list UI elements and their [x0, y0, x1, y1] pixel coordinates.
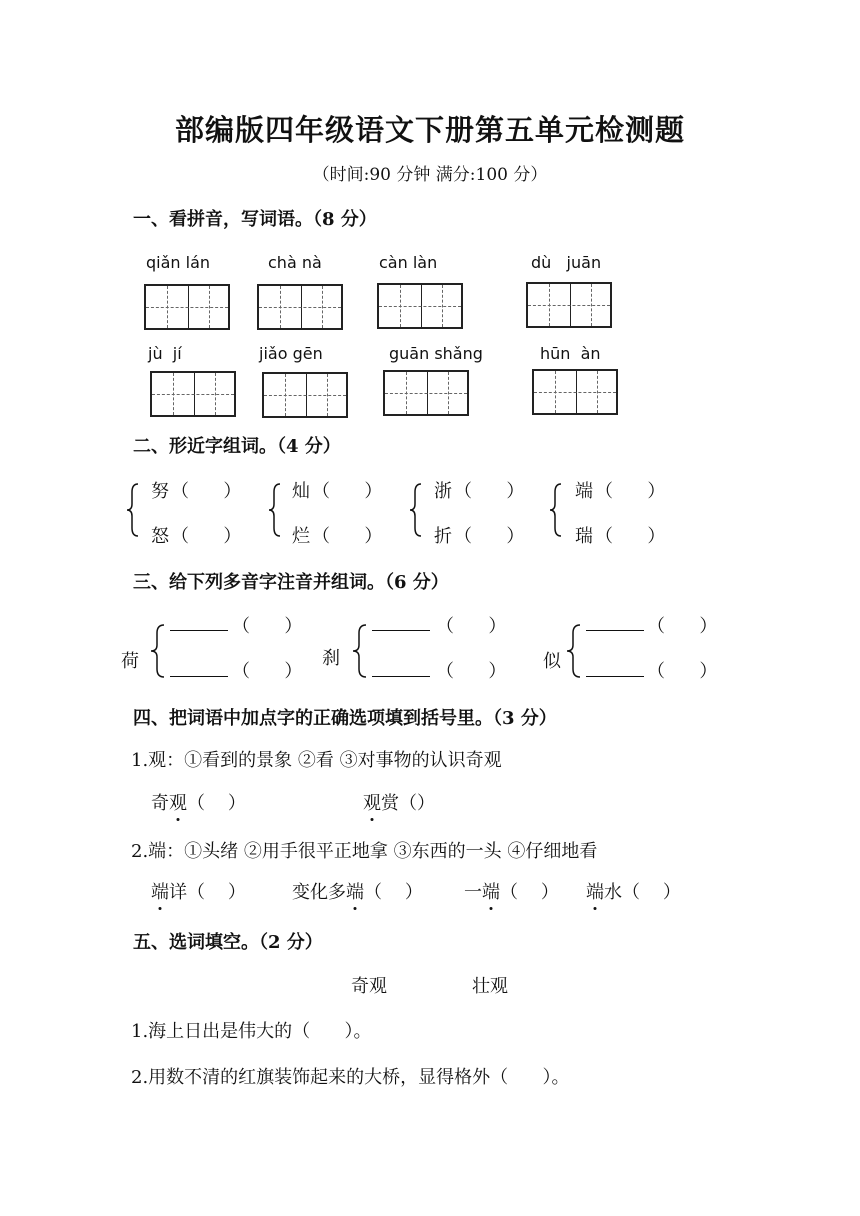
- char: 努: [151, 481, 169, 502]
- pinyin-blank[interactable]: [372, 612, 430, 631]
- question-2: 2.端：①头绪 ②用手很平正地拿 ③东西的一头 ④仔细地看: [131, 841, 598, 862]
- left-brace: [409, 480, 425, 540]
- question-1: 1.观：①看到的景象 ②看 ③对事物的认识奇观: [131, 750, 502, 771]
- pinyin-label: hūn àn: [540, 344, 601, 363]
- answer-paren[interactable]: 水（ ）: [604, 882, 681, 903]
- pinyin-label: càn làn: [379, 253, 438, 272]
- answer-paren[interactable]: （ ）: [647, 616, 718, 637]
- answer-paren[interactable]: （ ）: [187, 793, 246, 814]
- left-brace: [549, 480, 565, 540]
- writing-grid[interactable]: [526, 282, 612, 328]
- answer-paren[interactable]: （ ）: [454, 481, 525, 502]
- pinyin-label: guān shǎng: [389, 344, 483, 363]
- pinyin-blank[interactable]: [372, 658, 430, 677]
- word-item: 端详（ ）: [151, 878, 246, 904]
- answer-paren[interactable]: （ ）: [500, 882, 559, 903]
- answer-paren[interactable]: （ ）: [312, 526, 383, 547]
- answer-paren[interactable]: 赏（）: [381, 793, 435, 814]
- left-brace: [564, 622, 584, 680]
- writing-grid[interactable]: [150, 371, 236, 417]
- word-item: 奇观（ ）: [151, 789, 246, 815]
- fill-question-2: 2.用数不清的红旗装饰起来的大桥，显得格外（ ）。: [131, 1067, 570, 1088]
- answer-paren[interactable]: （ ）: [171, 526, 242, 547]
- pinyin-label: dù juān: [531, 253, 602, 272]
- section-2-heading: 二、形近字组词。（4 分）: [133, 436, 341, 457]
- word-choice: 壮观: [472, 976, 508, 997]
- left-brace: [268, 480, 284, 540]
- char: 折: [434, 526, 452, 547]
- left-brace: [148, 622, 168, 680]
- section-4-heading: 四、把词语中加点字的正确选项填到括号里。（3 分）: [133, 708, 557, 729]
- answer-paren[interactable]: （ ）: [595, 526, 666, 547]
- word-item: 观赏（）: [363, 789, 435, 815]
- answer-paren[interactable]: （ ）: [232, 661, 303, 682]
- pinyin-blank[interactable]: [586, 658, 644, 677]
- exam-info: （时间:90 分钟 满分:100 分）: [312, 165, 548, 185]
- char: 端: [575, 481, 593, 502]
- writing-grid[interactable]: [257, 284, 343, 330]
- pinyin-blank[interactable]: [170, 612, 228, 631]
- char: 怒: [151, 526, 169, 547]
- word-item: 变化多端（ ）: [292, 878, 423, 904]
- char: 烂: [292, 526, 310, 547]
- answer-paren[interactable]: （ ）: [647, 661, 718, 682]
- char: 浙: [434, 481, 452, 502]
- pinyin-blank[interactable]: [586, 612, 644, 631]
- writing-grid[interactable]: [144, 284, 230, 330]
- answer-paren[interactable]: （ ）: [312, 481, 383, 502]
- pinyin-label: jiǎo gēn: [259, 344, 323, 363]
- char: 瑞: [575, 526, 593, 547]
- word-choice: 奇观: [351, 976, 387, 997]
- pinyin-label: chà nà: [268, 253, 322, 272]
- answer-paren[interactable]: （ ）: [436, 616, 507, 637]
- page-title: 部编版四年级语文下册第五单元检测题: [174, 113, 685, 147]
- char: 灿: [292, 481, 310, 502]
- pinyin-label: qiǎn lán: [146, 253, 211, 272]
- writing-grid[interactable]: [383, 370, 469, 416]
- section-1-heading: 一、看拼音，写词语。（8 分）: [133, 209, 377, 230]
- writing-grid[interactable]: [377, 283, 463, 329]
- fill-question-1: 1.海上日出是伟大的（ ）。: [131, 1021, 372, 1042]
- writing-grid[interactable]: [532, 369, 618, 415]
- section-5-heading: 五、选词填空。（2 分）: [133, 932, 323, 953]
- polyphone-char: 刹: [322, 648, 340, 669]
- pinyin-label: jù jí: [148, 344, 182, 363]
- answer-paren[interactable]: 详（ ）: [169, 882, 246, 903]
- answer-paren[interactable]: （ ）: [171, 481, 242, 502]
- word-item: 端水（ ）: [586, 878, 681, 904]
- pinyin-blank[interactable]: [170, 658, 228, 677]
- word-item: 一端（ ）: [464, 878, 559, 904]
- answer-paren[interactable]: （ ）: [364, 882, 423, 903]
- polyphone-char: 似: [543, 651, 561, 672]
- left-brace: [350, 622, 370, 680]
- writing-grid[interactable]: [262, 372, 348, 418]
- answer-paren[interactable]: （ ）: [436, 661, 507, 682]
- polyphone-char: 荷: [121, 651, 139, 672]
- answer-paren[interactable]: （ ）: [232, 616, 303, 637]
- left-brace: [126, 480, 142, 540]
- section-3-heading: 三、给下列多音字注音并组词。（6 分）: [133, 572, 449, 593]
- answer-paren[interactable]: （ ）: [595, 481, 666, 502]
- answer-paren[interactable]: （ ）: [454, 526, 525, 547]
